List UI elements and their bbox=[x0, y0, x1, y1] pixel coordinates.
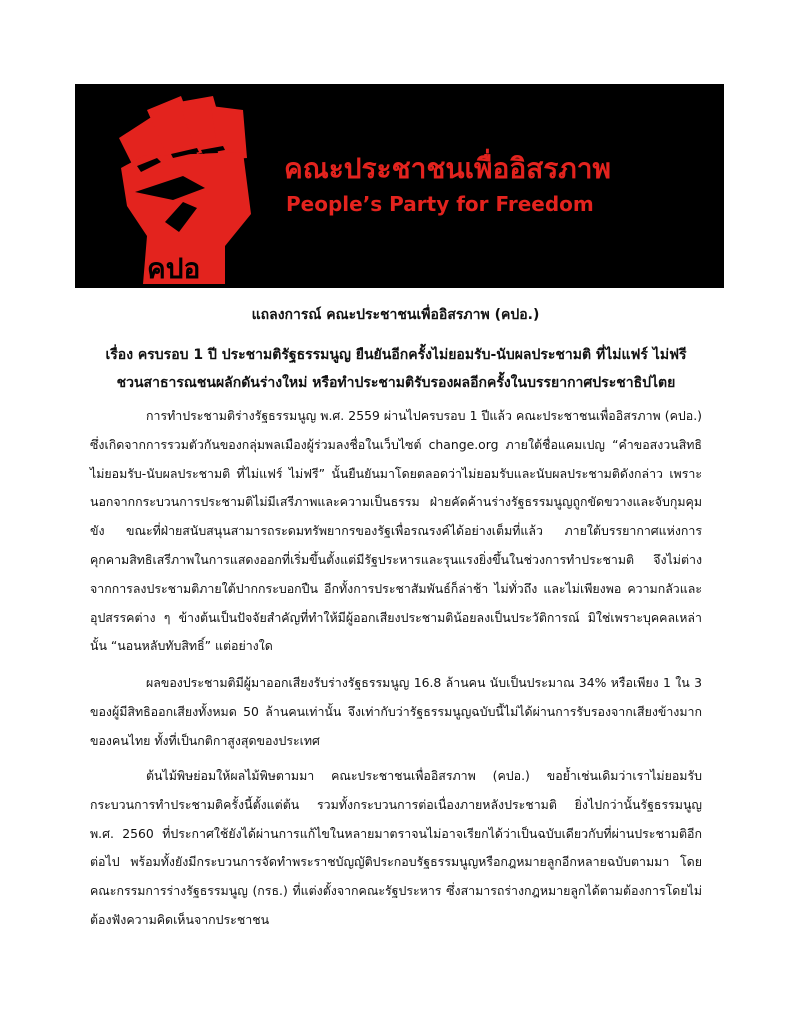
raised-fist-logo bbox=[113, 96, 253, 284]
subject-line-1: เรื่อง ครบรอบ 1 ปี ประชามติรัฐธรรมนูญ ยืนยันอีกครั้งไม่ยอมรับ-นับผลประชามติ ที่ไม่แฟร์ ไม่ฟรี bbox=[105, 347, 687, 363]
party-banner bbox=[75, 84, 724, 288]
party-name-thai: คณะประชาชนเพื่ออิสรภาพ bbox=[284, 152, 611, 185]
logo-abbrev: คปอ bbox=[147, 252, 201, 284]
subject-line-2: ชวนสาธารณชนผลักดันร่างใหม่ หรือทำประชามติรับรองผลอีกครั้งในบรรยากาศประชาธิปไตย bbox=[116, 375, 676, 391]
body-paragraph-1: การทำประชามติร่างรัฐธรรมนูญ พ.ศ. 2559 ผ่านไปครบรอบ 1 ปีแล้ว คณะประชาชนเพื่ออิสรภาพ (คปอ.) ซึ่งเกิดจากการรวมตัวกันของกลุ่มพลเมืองผู้ร่วมลงชื่อในเว็บไซต์ change.org ภายใต้ชื่อแคมเปญ “คำขอสงวนสิทธิไม่ยอมรับ-นับผลประชามติ ที่ไม่แฟร์ ไม่ฟรี” นั้นยืนยันมาโดยตลอดว่าไม่ยอมรับและนับผลประชามติดังกล่าว เพราะนอกจากกระบวนการประชามติไม่มีเสรีภาพและความเป็นธรรม ฝ่ายคัดค้านร่างรัฐธรรมนูญถูกขัดขวางและจับกุมคุมขัง ขณะที่ฝ่ายสนับสนุนสามารถระดมทรัพยากรของรัฐเพื่อรณรงค์ได้อย่างเต็มที่แล้ว ภายใต้บรรยากาศแห่งการคุกคามสิทธิเสรีภาพในการแสดงออกที่เริ่มขึ้นตั้งแต่มีรัฐประหารและรุนแรงยิ่งขึ้นในช่วงการทำประชามติ จึงไม่ต่างจากการลงประชามติภายใต้ปากกระบอกปืน อีกทั้งการประชาสัมพันธ์ก็ล่าช้า ไม่ทั่วถึง และไม่เพียงพอ ความกลัวและอุปสรรคต่าง ๆ ข้างต้นเป็นปัจจัยสำคัญที่ทำให้มีผู้ออกเสียงประชามติน้อยลงเป็นประวัติการณ์ มิใช่เพราะบุคคลเหล่านั้น “นอนหลับทับสิทธิ์” แต่อย่างใด bbox=[90, 408, 702, 654]
party-name-english: People’s Party for Freedom bbox=[286, 192, 594, 216]
body-paragraph-2: ผลของประชามติมีผู้มาออกเสียงรับร่างรัฐธรรมนูญ 16.8 ล้านคน นับเป็นประมาณ 34% หรือเพียง 1 ใน 3 ของผู้มีสิทธิออกเสียงทั้งหมด 50 ล้านคนเท่านั้น จึงเท่ากับว่ารัฐธรรมนูญฉบับนี้ไม่ได้ผ่านการรับรองจากเสียงข้างมากของคนไทย ทั้งที่เป็นกติกาสูงสุดของประเทศ bbox=[90, 675, 702, 748]
statement-title: แถลงการณ์ คณะประชาชนเพื่ออิสรภาพ (คปอ.) bbox=[251, 307, 540, 323]
subject-heading bbox=[90, 341, 702, 397]
body-paragraph-3: ต้นไม้พิษย่อมให้ผลไม้พิษตามมา คณะประชาชนเพื่ออิสรภาพ (คปอ.) ขอย้ำเช่นเดิมว่าเราไม่ยอมรับกระบวนการทำประชามติครั้งนี้ตั้งแต่ต้น รวมทั้งกระบวนการต่อเนื่องภายหลังประชามติ ยิ่งไปกว่านั้นรัฐธรรมนูญ พ.ศ. 2560 ที่ประกาศใช้ยังได้ผ่านการแก้ไขในหลายมาตราจนไม่อาจเรียกได้ว่าเป็นฉบับเดียวกับที่ผ่านประชามติอีกต่อไป พร้อมทั้งยังมีกระบวนการจัดทำพระราชบัญญัติประกอบรัฐธรรมนูญหรือกฎหมายลูกอีกหลายฉบับตามมา โดยคณะกรรมการร่างรัฐธรรมนูญ (กรธ.) ที่แต่งตั้งจากคณะรัฐประหาร ซึ่งสามารถร่างกฎหมายลูกได้ตามต้องการโดยไม่ต้องฟังความคิดเห็นจากประชาชน bbox=[90, 768, 702, 927]
